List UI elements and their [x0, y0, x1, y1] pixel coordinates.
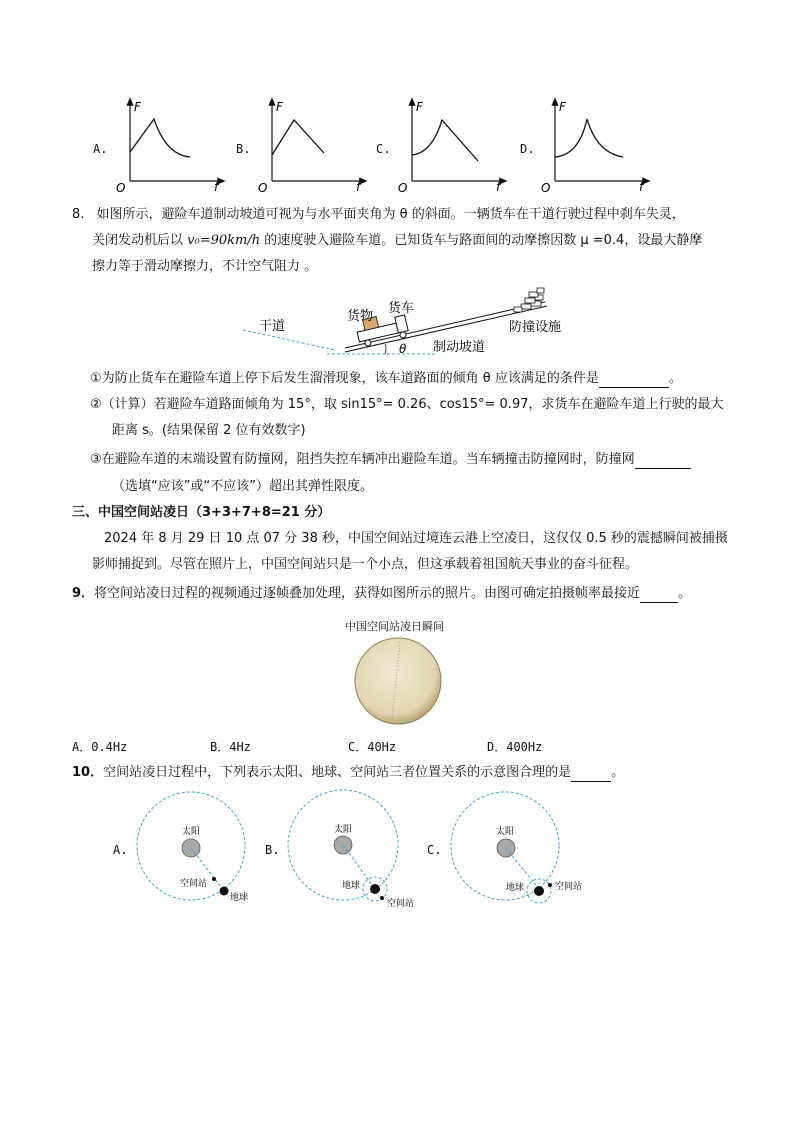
q8-label-main-road: 干道 — [259, 319, 286, 334]
q7-d-axis-y: F — [559, 100, 566, 114]
q7-a-axis-x: f — [214, 180, 219, 194]
q7-graph-a — [110, 95, 230, 195]
q10-b-earth-label: 地球 — [342, 881, 361, 891]
q7-graph-d — [535, 95, 655, 195]
q8-label-angle: θ — [399, 342, 407, 356]
q10-diagram-b — [286, 788, 426, 914]
q8-stem-line1: 如图所示，避险车道制动坡道可视为与水平面夹角为 θ 的斜面。一辆货车在干道行驶过程中刹车失灵， — [96, 207, 685, 222]
q9-option-c[interactable]: C．40Hz — [348, 740, 397, 754]
q8-initial-speed: v₀=90km/h — [187, 233, 261, 248]
q7-graph-b — [252, 95, 372, 195]
q8-sub3-line2: （选填“应该”或“不应该”）超出其弹性限度。 — [112, 479, 373, 494]
q8-sub2-line2: 距离 s。(结果保留 2 位有效数字) — [112, 423, 306, 438]
section-3-intro-line1: 2024 年 8 月 29 日 10 点 07 分 38 秒，中国空间站过境连云港上空凌日，这仅仅 0.5 秒的震撼瞬间被捕摄 — [104, 531, 728, 546]
q8-stem-line2b: 的速度驶入避险车道。已知货车与路面间的动摩擦因数 μ =0.4，设最大静摩 — [260, 233, 703, 248]
q7-a-origin: O — [116, 181, 126, 195]
q9-option-d[interactable]: D．400Hz — [487, 740, 543, 754]
q9-photo-caption: 中国空间站凌日瞬间 — [345, 620, 444, 633]
q7-b-axis-x: f — [356, 180, 361, 194]
q9-stem: 将空间站凌日过程的视频通过逐帧叠加处理，获得如图所示的照片。由图可确定拍摄帧率最接近 — [94, 586, 641, 601]
q10-option-c-label: C. — [427, 843, 442, 857]
q8-stem-line3: 擦力等于滑动摩擦力，不计空气阻力 。 — [92, 259, 318, 274]
q10-c-earth-label: 地球 — [506, 883, 525, 893]
q8-stem-line2a: 关闭发动机后以 — [92, 233, 188, 248]
q10-stem: 空间站凌日过程中，下列表示太阳、地球、空间站三者位置关系的示意图合理的是 — [103, 765, 572, 780]
q8-sub3-line1: ③在避险车道的末端设置有防撞网，阻挡失控车辆冲出避险车道。当车辆撞击防撞网时，防撞网 — [90, 452, 635, 467]
q8-sub2-line1: ②（计算）若避险车道路面倾角为 15°，取 sin15°= 0.26、cos15°= 0.97，求货车在避险车道上行驶的最大 — [90, 397, 724, 412]
section-3-heading: 三、中国空间站凌日（3+3+7+8=21 分） — [72, 505, 331, 520]
q8-sub3-blank[interactable] — [635, 454, 691, 469]
q10-a-sun-label: 太阳 — [182, 827, 201, 837]
q9-sun-photo — [350, 636, 446, 726]
q10-number: 10． — [72, 765, 104, 780]
q7-option-c-label: C. — [376, 142, 391, 156]
q7-d-origin: O — [541, 181, 551, 195]
q7-b-origin: O — [258, 181, 268, 195]
q9-end: 。 — [678, 586, 692, 601]
q7-c-axis-y: F — [416, 100, 423, 114]
q8-sub1-blank[interactable] — [599, 373, 669, 388]
q7-b-axis-y: F — [276, 100, 283, 114]
section-3-intro-line2: 影师捕捉到。尽管在照片上，中国空间站只是一个小点，但这承载着祖国航天事业的奋斗征程。 — [92, 557, 639, 572]
q10-option-a-label: A. — [113, 843, 128, 857]
q7-option-b-label: B. — [236, 142, 251, 156]
q8-ramp-figure — [235, 282, 580, 362]
q7-a-axis-y: F — [134, 100, 141, 114]
q7-c-origin: O — [398, 181, 408, 195]
q10-a-earth-label: 地球 — [230, 893, 249, 903]
q7-c-axis-x: f — [496, 180, 501, 194]
q8-label-ramp: 制动坡道 — [433, 340, 486, 355]
q10-option-b-label: B. — [265, 843, 280, 857]
q10-diagram-c — [448, 790, 593, 910]
q10-c-sun-label: 太阳 — [496, 827, 515, 837]
q9-blank[interactable] — [640, 588, 678, 603]
q7-option-a-label: A. — [93, 142, 108, 156]
q10-b-station-label: 空间站 — [387, 899, 415, 909]
q8-label-truck: 货车 — [388, 301, 415, 316]
q10-end: 。 — [611, 765, 625, 780]
q10-a-station-label: 空间站 — [180, 879, 208, 889]
q8-label-cargo: 货物 — [347, 309, 374, 324]
q7-d-axis-x: f — [639, 180, 644, 194]
q10-b-sun-label: 太阳 — [334, 825, 353, 835]
q7-graph-c — [392, 95, 512, 195]
q8-sub1-text: ①为防止货车在避险车道上停下后发生溜滑现象，该车道路面的倾角 θ 应该满足的条件是 — [90, 371, 599, 386]
q9-number: 9． — [72, 586, 95, 601]
q10-diagram-a — [134, 790, 249, 910]
q8-sub1-end: 。 — [668, 371, 682, 386]
q8-label-barrier: 防撞设施 — [509, 320, 562, 335]
q10-blank[interactable] — [571, 767, 611, 782]
q10-c-station-label: 空间站 — [555, 882, 583, 892]
q7-option-d-label: D. — [520, 142, 535, 156]
q8-number: 8. — [72, 207, 85, 222]
q9-option-a[interactable]: A．0.4Hz — [72, 740, 128, 754]
q9-option-b[interactable]: B．4Hz — [210, 740, 251, 754]
